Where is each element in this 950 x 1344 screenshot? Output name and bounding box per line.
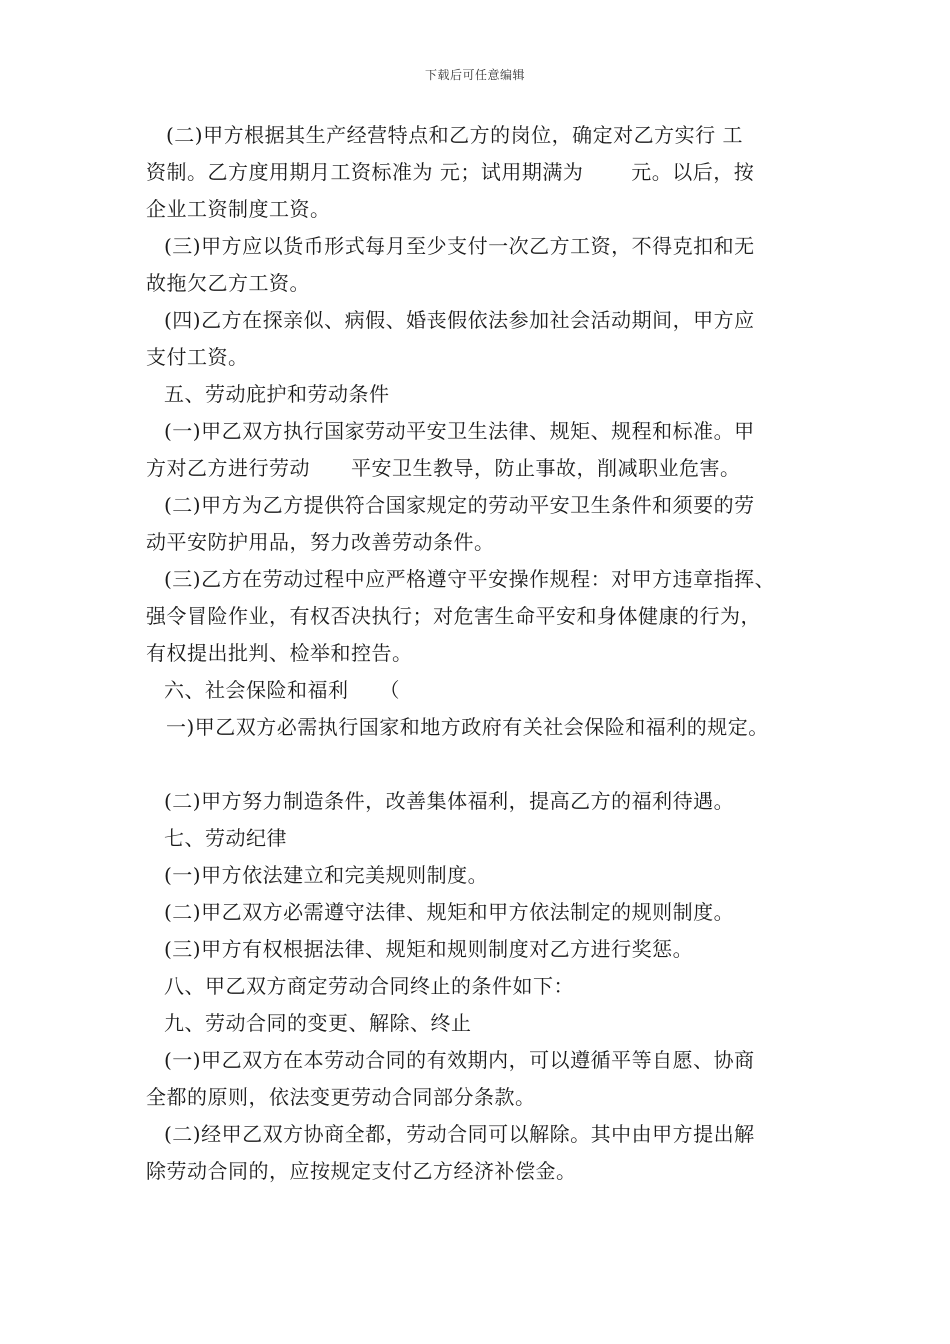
paragraph-line: 一)甲乙双方必需执行国家和地方政府有关社会保险和福利的规定。 [166,715,769,739]
paragraph-line: (一)甲乙双方在本劳动合同的有效期内，可以遵循平等自愿、协商 [164,1048,755,1072]
paragraph-line: (三)甲方有权根据法律、规矩和规则制度对乙方进行奖惩。 [164,937,694,961]
paragraph-line: (三)甲方应以货币形式每月至少支付一次乙方工资，不得克扣和无 [164,234,755,258]
paragraph-line: (一)甲方依法建立和完美规则制度。 [164,863,489,887]
paragraph-line: 方对乙方进行劳动 平安卫生教导，防止事故，削减职业危害。 [146,456,741,480]
paragraph-line: 故拖欠乙方工资。 [146,271,310,295]
document-body [146,117,826,1190]
paragraph-line: (二)甲方根据其生产经营特点和乙方的岗位，确定对乙方实行 工 [166,123,743,147]
paragraph-line: (二)甲方为乙方提供符合国家规定的劳动平安卫生条件和须要的劳 [164,493,755,517]
paragraph-line: (四)乙方在探亲似、病假、婚丧假依法参加社会活动期间，甲方应 [164,308,755,332]
paragraph-line: 除劳动合同的，应按规定支付乙方经济补偿金。 [146,1159,577,1183]
paragraph-line: (三)乙方在劳动过程中应严格遵守平安操作规程：对甲方违章指挥、 [164,567,776,591]
paragraph-line: (二)经甲乙双方协商全都，劳动合同可以解除。其中由甲方提出解 [164,1122,755,1146]
paragraph-line: 全都的原则，依法变更劳动合同部分条款。 [146,1085,536,1109]
paragraph-line: 支付工资。 [146,345,249,369]
paragraph-line: 八、甲乙双方商定劳动合同终止的条件如下： [164,974,574,998]
page-header: 下载后可任意编辑 [424,68,525,82]
paragraph-line: 九、劳动合同的变更、解除、终止 [164,1011,472,1035]
paragraph-line: (二)甲方努力制造条件，改善集体福利，提高乙方的福利待遇。 [164,789,735,813]
paragraph-line: 动平安防护用品，努力改善劳动条件。 [146,530,495,554]
paragraph-line: 资制。乙方度用期月工资标准为 元；试用期满为 元。以后，按 [146,160,755,184]
paragraph-line: 强令冒险作业，有权否决执行；对危害生命平安和身体健康的行为， [146,604,761,628]
paragraph-line: 有权提出批判、检举和控告。 [146,641,413,665]
paragraph-line: 七、劳动纪律 [164,826,287,850]
paragraph-line: 五、劳动庇护和劳动条件 [164,382,390,406]
paragraph-line: 六、社会保险和福利 （ [164,678,400,702]
blank-line [146,746,826,783]
paragraph-line: (一)甲乙双方执行国家劳动平安卫生法律、规矩、规程和标准。甲 [164,419,755,443]
paragraph-line: (二)甲乙双方必需遵守法律、规矩和甲方依法制定的规则制度。 [164,900,735,924]
paragraph-line: 企业工资制度工资。 [146,197,331,221]
